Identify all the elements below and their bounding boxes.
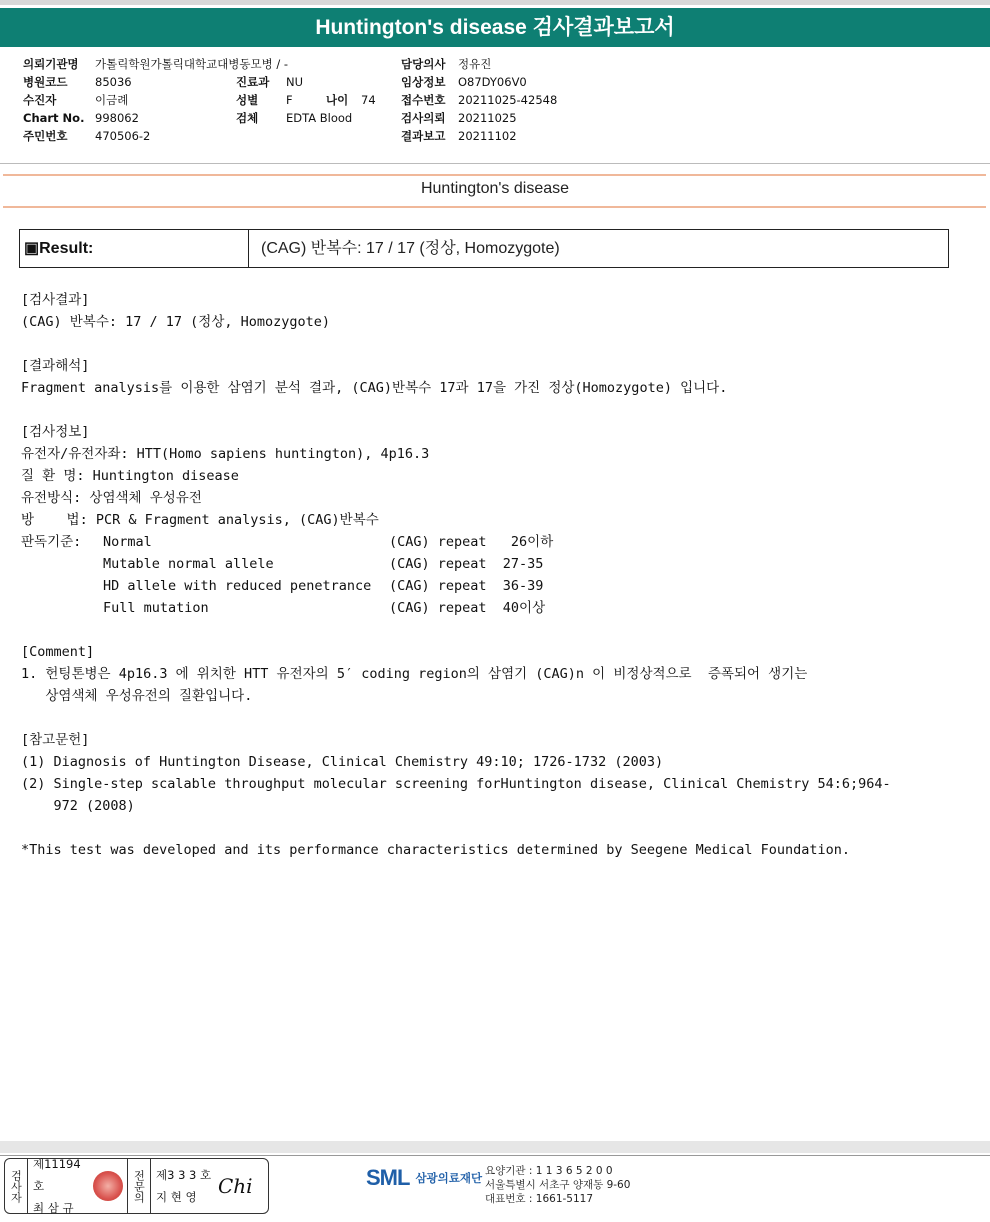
- criteria-row: [21, 575, 961, 597]
- result-value: (CAG) 반복수: 17 / 17 (정상, Homozygote): [261, 240, 560, 257]
- sml-logo: [366, 1165, 482, 1191]
- method-info: 방 법: PCR & Fragment analysis, (CAG)반복수: [21, 512, 379, 528]
- footer-line: [0, 1155, 990, 1156]
- inheritance-info: 유전방식: 상염색체 우성유전: [21, 490, 202, 506]
- receipt-value: 20211025-42548: [458, 93, 558, 107]
- specimen-label: 검체: [236, 111, 259, 125]
- age-value: 74: [361, 93, 376, 107]
- section-divider-bottom: [3, 206, 986, 208]
- doctor-name: 지 현 영: [156, 1190, 197, 1204]
- criteria-name: Mutable normal allele: [103, 556, 274, 572]
- disclaimer: *This test was developed and its performance characteristics determined by Seegene Medical Foundation.: [21, 842, 851, 858]
- criteria-condition: (CAG) repeat 40이상: [389, 600, 546, 616]
- org-address: [485, 1164, 630, 1206]
- gene-info: 유전자/유전자좌: HTT(Homo sapiens huntington), 4p16.3: [21, 446, 430, 462]
- age-label: 나이: [326, 93, 349, 107]
- header-separator: [0, 163, 990, 164]
- criteria-row: [21, 531, 961, 553]
- criteria-condition: (CAG) repeat 27-35: [389, 556, 544, 572]
- clinical-value: O87DY06V0: [458, 75, 527, 89]
- heading-test-info: [검사정보]: [21, 424, 90, 440]
- report-date-label: 결과보고: [401, 129, 446, 143]
- request-value: 20211025: [458, 111, 517, 125]
- chart-label: Chart No.: [23, 111, 85, 125]
- receipt-label: 접수번호: [401, 93, 446, 107]
- reference-1: (1) Diagnosis of Huntington Disease, Clinical Chemistry 49:10; 1726-1732 (2003): [21, 754, 664, 770]
- doctor-label: 담당의사: [401, 57, 446, 71]
- resident-value: 470506-2: [95, 129, 151, 143]
- disease-info: 질 환 명: Huntington disease: [21, 468, 239, 484]
- criteria-condition: (CAG) repeat 36-39: [389, 578, 544, 594]
- heading-references: [참고문헌]: [21, 732, 90, 748]
- recipient-value: 이금례: [95, 93, 129, 107]
- request-label: 검사의뢰: [401, 111, 446, 125]
- chart-value: 998062: [95, 111, 139, 125]
- heading-result: [검사결과]: [21, 292, 90, 308]
- sml-logo-text: SML: [366, 1165, 410, 1190]
- dept-value: NU: [286, 75, 304, 89]
- report-date-value: 20211102: [458, 129, 517, 143]
- heading-interpretation: [결과해석]: [21, 358, 90, 374]
- sex-label: 성별: [236, 93, 259, 107]
- result-box: [19, 229, 949, 268]
- org-name: 삼광의료재단: [415, 1171, 483, 1185]
- doctor-sign-label: 전문의: [127, 1159, 151, 1213]
- criteria-name: Normal: [103, 534, 152, 550]
- report-title: Huntington's disease 검사결과보고서: [0, 8, 990, 47]
- interpretation-text: Fragment analysis를 이용한 삼염기 분석 결과, (CAG)반복수 17과 17을 가진 정상(Homozygote) 입니다.: [21, 380, 728, 396]
- comment-line-1: 1. 헌팅톤병은 4p16.3 에 위치한 HTT 유전자의 5′ coding region의 삼염기 (CAG)n 이 비정상적으로 증폭되어 생기는: [21, 666, 808, 682]
- doctor-number: 제3 3 3 호: [156, 1168, 212, 1182]
- seal-icon: [93, 1171, 123, 1201]
- institution-label: 의뢰기관명: [23, 57, 79, 71]
- criteria-condition: (CAG) repeat 26이하: [389, 534, 554, 550]
- top-border: [0, 0, 990, 5]
- org-code: 요양기관 : 1 1 3 6 5 2 0 0: [485, 1165, 613, 1177]
- result-text: (CAG) 반복수: 17 / 17 (정상, Homozygote): [21, 314, 331, 330]
- criteria-row: [21, 553, 961, 575]
- hospital-code-value: 85036: [95, 75, 132, 89]
- recipient-label: 수진자: [23, 93, 57, 107]
- patient-info-middle: [236, 73, 376, 127]
- section-title: Huntington's disease: [420, 180, 570, 197]
- criteria-name: HD allele with reduced penetrance: [103, 578, 372, 594]
- tester-label: 검사자: [5, 1159, 28, 1213]
- result-label: ▣Result:: [20, 230, 249, 267]
- reference-2a: (2) Single-step scalable throughput molecular screening forHuntington disease, Clinical Chemistry 54:6;964-: [21, 776, 891, 792]
- reference-2b: 972 (2008): [21, 798, 135, 814]
- section-divider-top: [3, 174, 986, 176]
- sex-value: F: [286, 93, 293, 107]
- doctor-value: 정유진: [458, 57, 492, 71]
- clinical-label: 임상정보: [401, 75, 446, 89]
- criteria-row: [21, 597, 961, 619]
- dept-label: 진료과: [236, 75, 270, 89]
- org-phone: 대표번호 : 1661-5117: [485, 1193, 594, 1205]
- org-location: 서울특별시 서초구 양재동 9-60: [485, 1179, 631, 1191]
- criteria-name: Full mutation: [103, 600, 209, 616]
- report-body: [21, 289, 961, 861]
- heading-comment: [Comment]: [21, 644, 95, 660]
- footer-band: [0, 1141, 990, 1153]
- tester-name: 최 삼 규: [33, 1201, 74, 1215]
- institution-value: 가톨릭학원가톨릭대학교대병동모병 / -: [95, 57, 289, 71]
- comment-line-2: 상염색체 우성유전의 질환입니다.: [21, 688, 253, 704]
- specimen-value: EDTA Blood: [286, 111, 353, 125]
- signature-box: [4, 1158, 269, 1214]
- criteria-label: 판독기준:: [21, 534, 82, 550]
- patient-info-right: [401, 55, 557, 145]
- signature: Chi: [218, 1174, 253, 1198]
- tester-number: 제11194호: [33, 1157, 81, 1193]
- resident-label: 주민번호: [23, 129, 68, 143]
- hospital-code-label: 병원코드: [23, 75, 68, 89]
